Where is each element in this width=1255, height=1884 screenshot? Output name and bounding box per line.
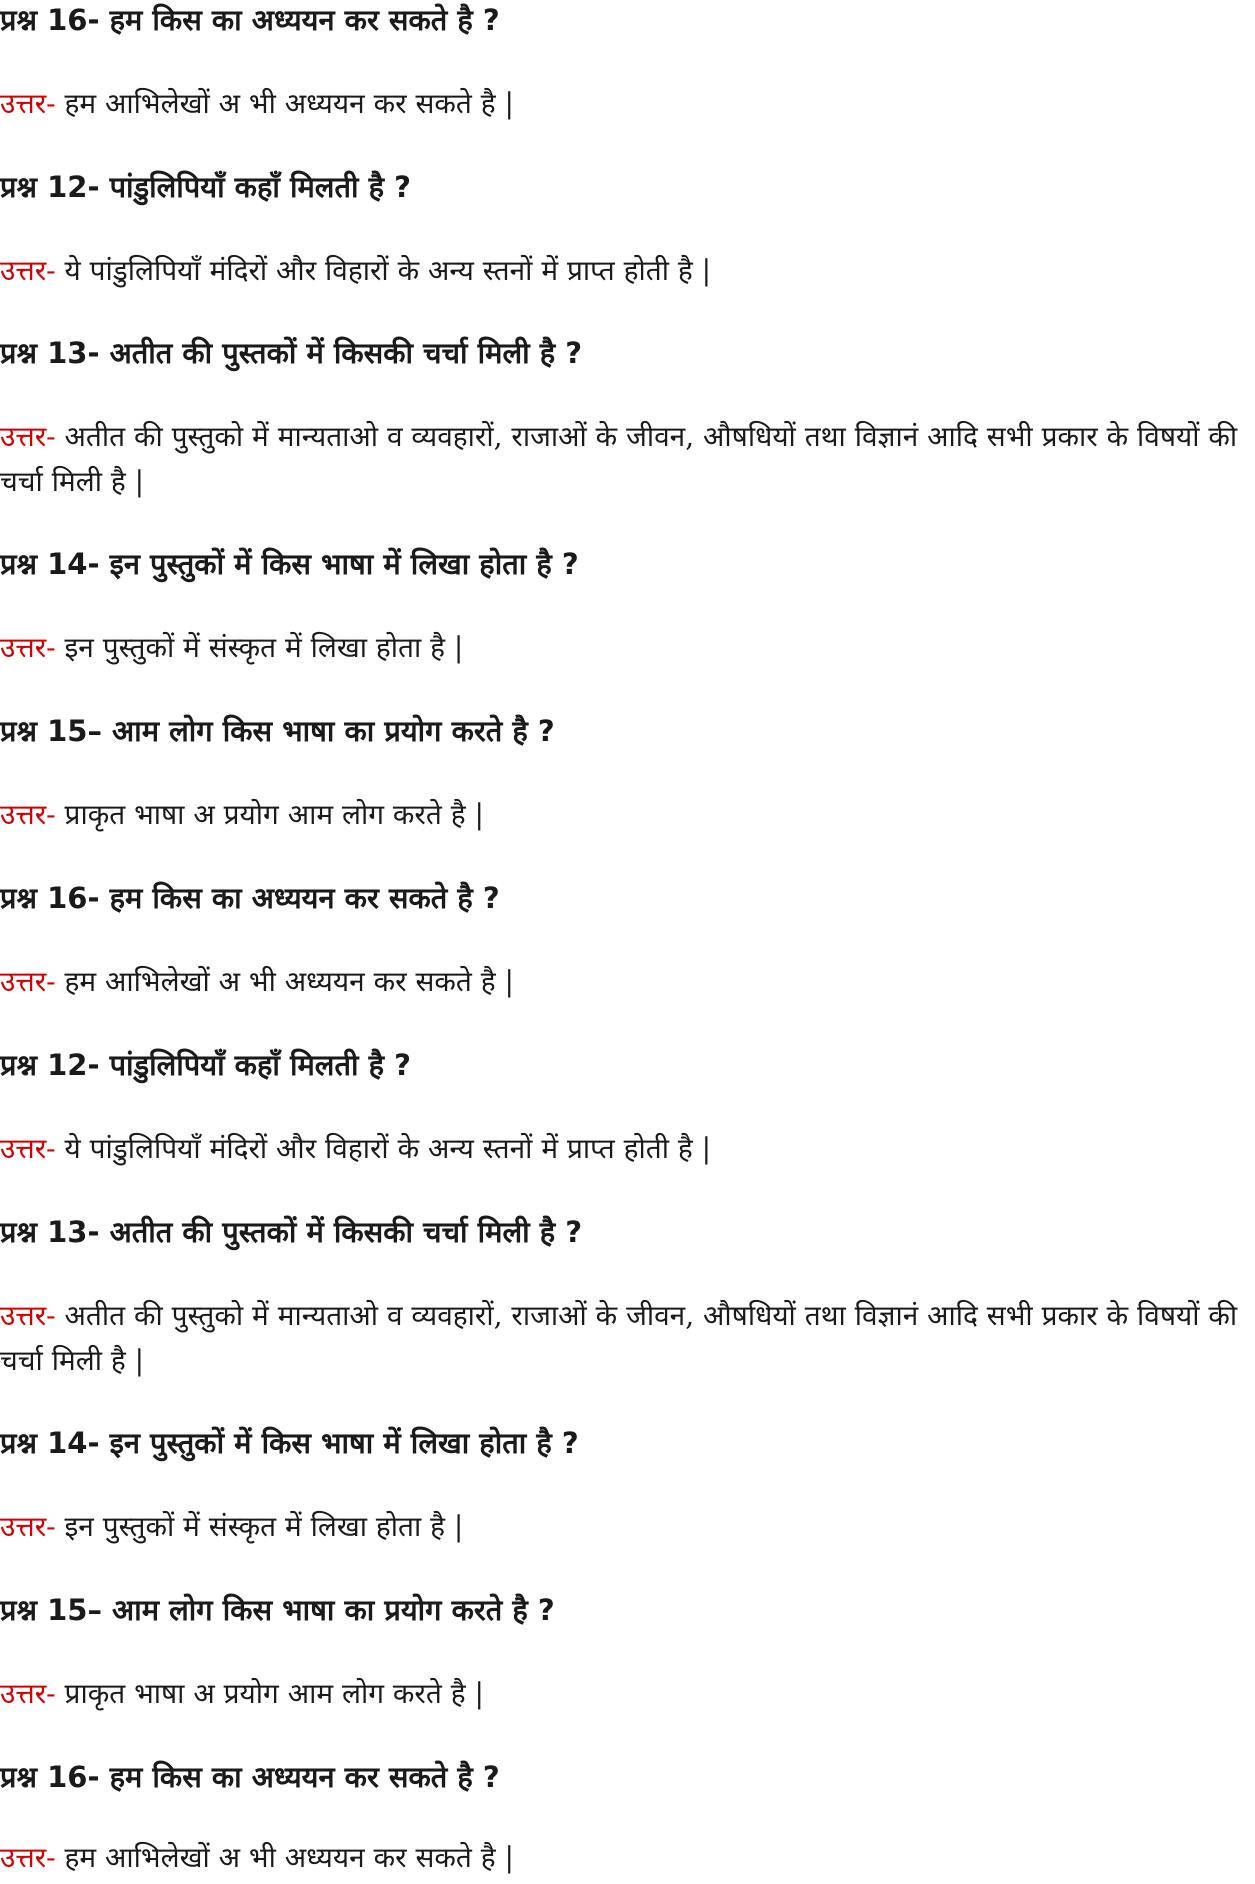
answer-label: उत्तर- xyxy=(0,965,56,998)
question-heading: प्रश्न 14- इन पुस्तुकों में किस भाषा में लिखा होता है ? xyxy=(0,1426,579,1460)
question-heading: प्रश्न 12- पांडुलिपियाँ कहाँ मिलती है ? xyxy=(0,170,411,204)
answer-body: इन पुस्तुकों में संस्कृत में लिखा होता है | xyxy=(64,631,464,664)
answer-text xyxy=(0,792,1250,837)
question-heading: प्रश्न 15– आम लोग किस भाषा का प्रयोग करते है ? xyxy=(0,714,555,748)
qa-item xyxy=(0,333,1250,504)
answer-text xyxy=(0,959,1250,1004)
answer-label: उत्तर- xyxy=(0,420,56,453)
answer-body: हम आभिलेखों अ भी अध्ययन कर सकते है | xyxy=(64,87,514,120)
answer-text xyxy=(0,1126,1250,1171)
answer-text xyxy=(0,414,1250,504)
answer-text xyxy=(0,248,1250,293)
qa-item xyxy=(0,167,1250,293)
answer-body: ये पांडुलिपियाँ मंदिरों और विहारों के अन्य स्तनों में प्राप्त होती है | xyxy=(64,1132,712,1165)
answer-body: इन पुस्तुकों में संस्कृत में लिखा होता है | xyxy=(64,1510,464,1543)
answer-label: उत्तर- xyxy=(0,1677,56,1710)
qa-item xyxy=(0,1757,1250,1880)
qa-item xyxy=(0,1590,1250,1716)
answer-text xyxy=(0,1835,1250,1880)
question-heading: प्रश्न 13- अतीत की पुस्तकों में किसकी चर्चा मिली है ? xyxy=(0,1215,583,1249)
answer-text xyxy=(0,1671,1250,1716)
answer-text xyxy=(0,1504,1250,1549)
question-heading: प्रश्न 16- हम किस का अध्ययन कर सकते है ? xyxy=(0,1760,500,1794)
answer-label: उत्तर- xyxy=(0,798,56,831)
question-heading: प्रश्न 16- हम किस का अध्ययन कर सकते है ? xyxy=(0,881,500,915)
answer-label: उत्तर- xyxy=(0,1132,56,1165)
qa-item xyxy=(0,544,1250,670)
question-heading: प्रश्न 15– आम लोग किस भाषा का प्रयोग करते है ? xyxy=(0,1593,555,1627)
answer-text xyxy=(0,81,1250,126)
question-heading: प्रश्न 14- इन पुस्तुकों में किस भाषा में लिखा होता है ? xyxy=(0,547,579,581)
answer-label: उत्तर- xyxy=(0,1299,56,1332)
qa-item xyxy=(0,1423,1250,1549)
answer-body: प्राकृत भाषा अ प्रयोग आम लोग करते है | xyxy=(64,798,484,831)
answer-body: अतीत की पुस्तुको में मान्यताओ व व्यवहारों, राजाओं के जीवन, औषधियों तथा विज्ञानं आदि सभी प्रकार के विषयों की चर्चा मिली है | xyxy=(0,420,1238,498)
answer-label: उत्तर- xyxy=(0,1510,56,1543)
answer-body: अतीत की पुस्तुको में मान्यताओ व व्यवहारों, राजाओं के जीवन, औषधियों तथा विज्ञानं आदि सभी प्रकार के विषयों की चर्चा मिली है | xyxy=(0,1299,1238,1377)
answer-body: प्राकृत भाषा अ प्रयोग आम लोग करते है | xyxy=(64,1677,484,1710)
qa-item xyxy=(0,878,1250,1004)
qa-item xyxy=(0,711,1250,837)
answer-body: हम आभिलेखों अ भी अध्ययन कर सकते है | xyxy=(64,1841,514,1874)
answer-text xyxy=(0,625,1250,670)
answer-body: ये पांडुलिपियाँ मंदिरों और विहारों के अन्य स्तनों में प्राप्त होती है | xyxy=(64,254,712,287)
answer-label: उत्तर- xyxy=(0,631,56,664)
answer-label: उत्तर- xyxy=(0,1841,56,1874)
answer-body: हम आभिलेखों अ भी अध्ययन कर सकते है | xyxy=(64,965,514,998)
question-heading: प्रश्न 16- हम किस का अध्ययन कर सकते है ? xyxy=(0,3,500,37)
answer-label: उत्तर- xyxy=(0,87,56,120)
question-heading: प्रश्न 12- पांडुलिपियाँ कहाँ मिलती है ? xyxy=(0,1048,411,1082)
answer-label: उत्तर- xyxy=(0,254,56,287)
qa-item xyxy=(0,1045,1250,1171)
answer-text xyxy=(0,1293,1250,1383)
question-heading: प्रश्न 13- अतीत की पुस्तकों में किसकी चर्चा मिली है ? xyxy=(0,336,583,370)
qa-item xyxy=(0,0,1250,126)
qa-item xyxy=(0,1212,1250,1383)
